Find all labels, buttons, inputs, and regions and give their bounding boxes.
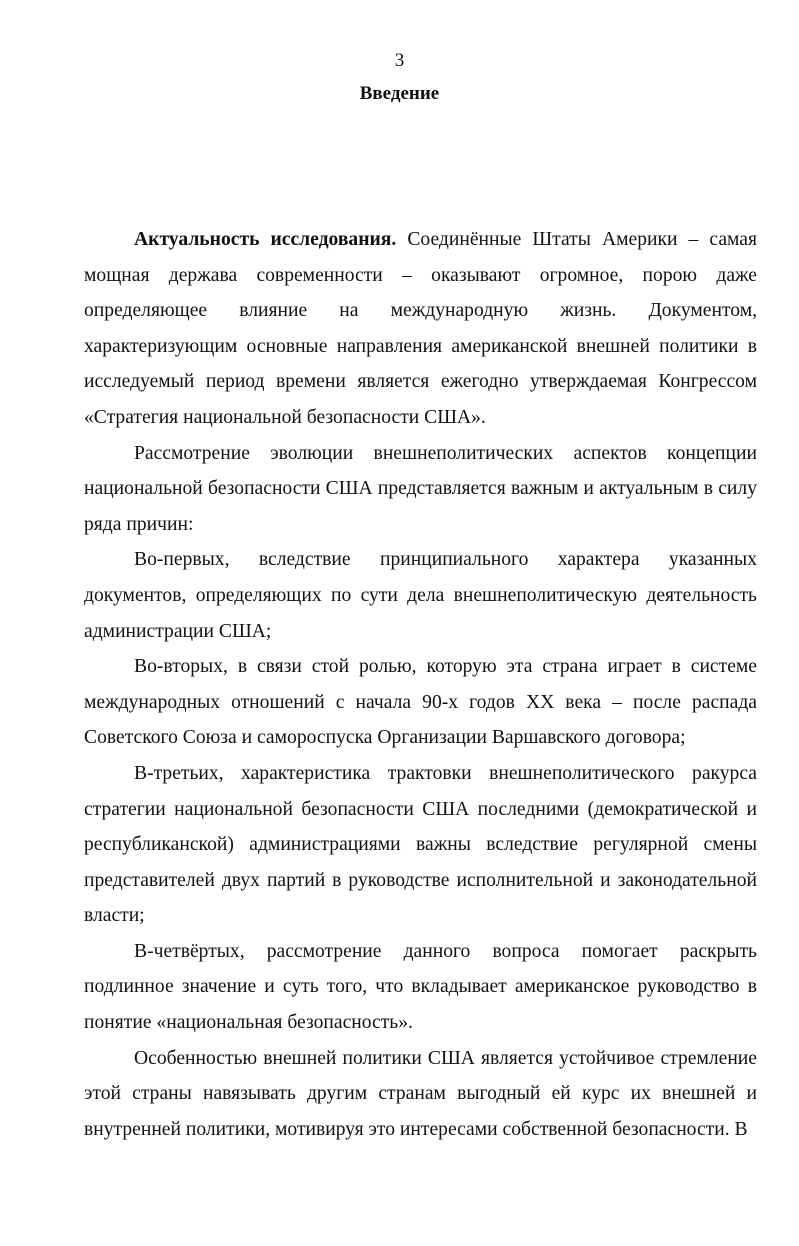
paragraph: Особенностью внешней политики США является устойчивое стремление этой страны навязывать другим странам выгодный ей курс их внешней и внутренней политики, мотивируя это интересами собственной безопасности. В <box>84 1047 757 1140</box>
paragraph-lead: Актуальность исследования. <box>134 229 397 250</box>
section-heading: Введение <box>359 83 440 104</box>
paragraph: Во-первых, вследствие принципиального характера указанных документов, определяющих по сути дела внешнеполитическую деятельность администрации США; <box>84 549 757 642</box>
paragraph: В-третьих, характеристика трактовки внешнеполитического ракурса стратегии национальной безопасности США последними (демократической и республиканской) администрациями важны вследствие регулярной смены представителей двух партий в руководстве исполнительной и законодательной власти; <box>84 762 757 927</box>
paragraph-text: Соединённые Штаты Америки – самая мощная держава современности – оказывают огромное, порою даже определяющее влияние на международную жизнь. Документом, характеризующим основные направления американской внешней политики в исследуемый период времени является ежегодно утверждаемая Конгрессом «Стратегия национальной безопасности США». <box>84 229 757 428</box>
paragraph: Во-вторых, в связи стой ролью, которую эта страна играет в системе международных отношений с начала 90-х годов XX века – после распада Советского Союза и самороспуска Организации Варшавского договора; <box>84 656 757 749</box>
paragraph-relevance <box>84 222 757 436</box>
paragraph: В-четвёртых, рассмотрение данного вопроса помогает раскрыть подлинное значение и суть того, что вкладывает американское руководство в понятие «национальная безопасность». <box>84 940 757 1034</box>
body-text <box>84 222 757 1147</box>
paragraph: Рассмотрение эволюции внешнеполитических аспектов концепции национальной безопасности США представляется важным и актуальным в силу ряда причин: <box>84 442 757 535</box>
page-number: 3 <box>394 50 405 71</box>
